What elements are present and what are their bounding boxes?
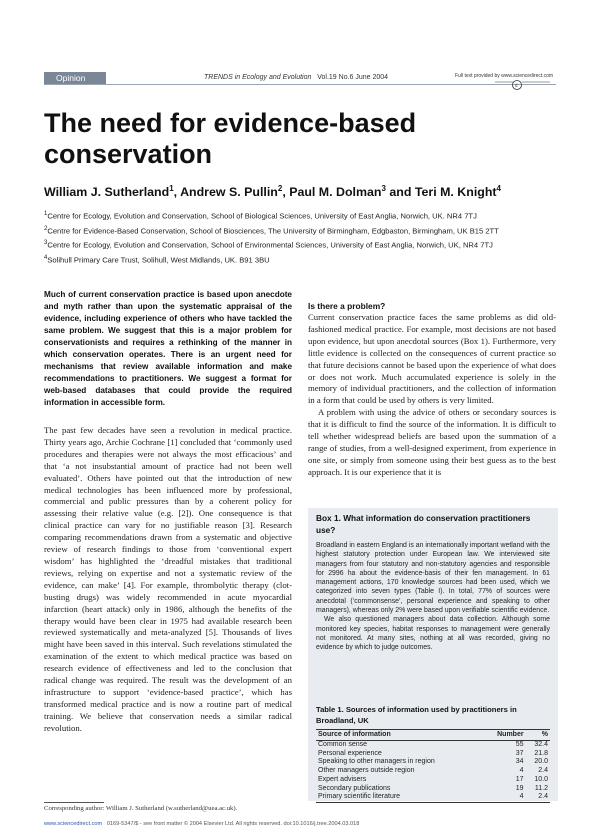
affiliation: $^1$Centre for Ecology, Evolution and Conservation, School of Biological Sciences, University of East Anglia, Norwich, UK. NR4 7TJ bbox=[44, 211, 477, 221]
body-right-column bbox=[308, 300, 556, 479]
sciencedirect-logo[interactable] bbox=[455, 70, 560, 92]
author-affiliation-marker: 4 bbox=[496, 184, 501, 193]
corresponding-author: Corresponding author: William J. Sutherland (w.sutherland@uea.ac.uk). bbox=[44, 805, 238, 812]
affiliation: $^4$Solihull Primary Care Trust, Solihull, West Midlands, UK. B91 3BU bbox=[44, 254, 270, 265]
box-paragraph: Broadland in eastern England is an internationally important wetland with the highest statutory protection under European law. We interviewed site managers from four statutory and non-statutory agencies and responsible for 2996 ha about the evidence-basis of their fen management. In 61 management actions, 170 knowledge sources had been used, which we categorized into seven types (Table I). In total, 77% of sources were anecdotal (‘commonsense’, personal experience and speaking to other managers), whereas only 2% were based upon verifiable scientific evidence. bbox=[316, 542, 550, 615]
table-row: Expert advisers 17 10.0 bbox=[318, 775, 548, 783]
table-row: Speaking to other managers in region 34 20.0 bbox=[318, 758, 548, 766]
abstract: Much of current conservation practice is based upon anecdote and myth rather than upon the systematic appraisal of the evidence, including experience of others who have tackled the same problem. We suggest that this is a major problem for conservationists and requires a rethinking of the manner in which conservation operates. There is an urgent need for mechanisms that review available information and make recommendations to practitioners. We suggest a format for web-based databases that could provide the required information in accessible form. bbox=[44, 290, 292, 407]
table-row: Secondary publications 19 11.2 bbox=[318, 784, 548, 792]
table-title: Table 1. Sources of information used by practitioners in Broadland, UK bbox=[316, 705, 517, 725]
svg-text:d: d bbox=[515, 84, 518, 89]
box-paragraph: We also questioned managers about data collection. Although some monitored key species, habitat responses to management were generally not monitored. At many sites, nothing at all was recorded, giving no evidence by which to judge outcomes. bbox=[316, 616, 550, 652]
table-row: Common sense 55 32.4 bbox=[318, 741, 548, 748]
affiliation: $^3$Centre for Ecology, Evolution and Conservation, School of Environmental Sciences, University of East Anglia, Norwich, UK, NR4 7TJ bbox=[44, 240, 493, 250]
body-paragraph: Current conservation practice faces the same problems as did old-fashioned medical practice. For example, most decisions are not based upon evidence, but upon anecdotal sources (Box 1). Furthermore, very little evidence is collected on the consequences of current practice so that future decisions cannot be based upon the experience of what does or does not work. Much accumulated experience is solely in the memory of individual practitioners, and the collection of information in a form that could be used by others is very limited. bbox=[308, 312, 556, 406]
author-affiliation-marker: 1 bbox=[169, 184, 174, 193]
article-title: The need for evidence-based conservation bbox=[44, 108, 417, 169]
journal-citation bbox=[204, 72, 388, 84]
table-row: Personal experience 37 21.8 bbox=[318, 749, 548, 757]
author-name: Andrew S. Pullin bbox=[180, 185, 278, 200]
author-affiliation-marker: 2 bbox=[277, 184, 283, 193]
column-header: % bbox=[526, 730, 550, 741]
author-name: Teri M. Knight bbox=[414, 185, 497, 200]
journal-name: TRENDS in Ecology and Evolution bbox=[204, 74, 312, 81]
author-list: William J. Sutherland$^1$, Andrew S. Pullin$^2$, Paul M. Dolman$^3$ and Teri M. Knight$^4$ bbox=[44, 184, 501, 200]
affiliation: $^2$Centre for Evidence-Based Conservation, School of Biosciences, The University of Birmingham, Edgbaston, Birmingham, UK B15 2TT bbox=[44, 225, 499, 236]
box-title: Box 1. What information do conservation practitioners use? bbox=[316, 513, 531, 535]
section-heading: Is there a problem? bbox=[308, 301, 386, 311]
sources-table bbox=[316, 729, 550, 803]
body-paragraph: The past few decades have seen a revolution in medical practice. Thirty years ago, Archie Cochrane [1] concluded that ‘commonly used procedures and therapies were not always the most efficacious’ and that ‘a not insubstantial amount of practice had not been well evaluated’. Others have pointed out that the introduction of new medical technologies has been influenced more by professional, commercial and public pressures than by a coherent policy for assessing their relative value (e.g. [2]). One consequence is that clinical practice can vary for no justifiable reason [3]. Research comparing recommendations drawn from a systematic and objective review of research findings to those from ‘conventional expert wisdom’ has highlighted the ‘dreadful mistakes that traditional reviews, relying on expertise and not a systematic review of the evidence, can make’ [4]. For example, thrombolytic therapy (clot-busting drugs) was widely recommended in acute myocardial infarction (heart attack) only in 1986, although the benefits of the therapy would have been clear in 1975 had available research been reviewed systematically and meta-analyzed [5]. Thousands of lives might have been saved in this interval. Such revelations stimulated the examination of the extent to which medical practice was based on research evidence of effectiveness and led to the conclusion that radical change was required. The result was the development of an infrastructure to support ‘evidence-based practice’, which has transformed medical practice and is now a routine part of medical training. We believe that conservation needs a similar radical revolution. bbox=[44, 425, 292, 733]
column-header: Source of information bbox=[316, 730, 483, 741]
body-paragraph: A problem with using the advice of others or secondary sources is that it is difficult to find the source of the information. It is difficult to tell whether widespread beliefs are based upon the summation of a range of studies, from a well-designed experiment, from experience in one site, or simply from someone using their best guess as to the best approach. It is our experience that it is bbox=[308, 407, 556, 477]
footer-site-link[interactable]: www.sciencedirect.com bbox=[44, 821, 103, 827]
box-text bbox=[316, 541, 550, 653]
table-row: Primary scientific literature 4 2.4 bbox=[316, 793, 550, 802]
table-row: Other managers outside region 4 2.4 bbox=[318, 767, 548, 775]
section-tag: Opinion bbox=[44, 72, 106, 84]
author-name: William J. Sutherland bbox=[44, 185, 170, 200]
footnote-rule bbox=[44, 802, 104, 803]
column-header: Number bbox=[483, 730, 525, 741]
table-header-row bbox=[316, 730, 550, 741]
affiliations bbox=[44, 208, 560, 266]
page-footer bbox=[44, 820, 359, 828]
author-name: Paul M. Dolman bbox=[289, 185, 382, 200]
journal-volume: Vol.19 No.6 June 2004 bbox=[317, 74, 389, 81]
body-left-column bbox=[44, 425, 292, 735]
footer-meta: 0169-5347/$ - see front matter © 2004 Elsevier Ltd. All rights reserved. doi:10.1016/j.tree.2004.03.018 bbox=[106, 821, 360, 827]
author-affiliation-marker: 3 bbox=[381, 184, 386, 193]
logo-text: Full text provided by www.sciencedirect.com bbox=[455, 73, 554, 79]
